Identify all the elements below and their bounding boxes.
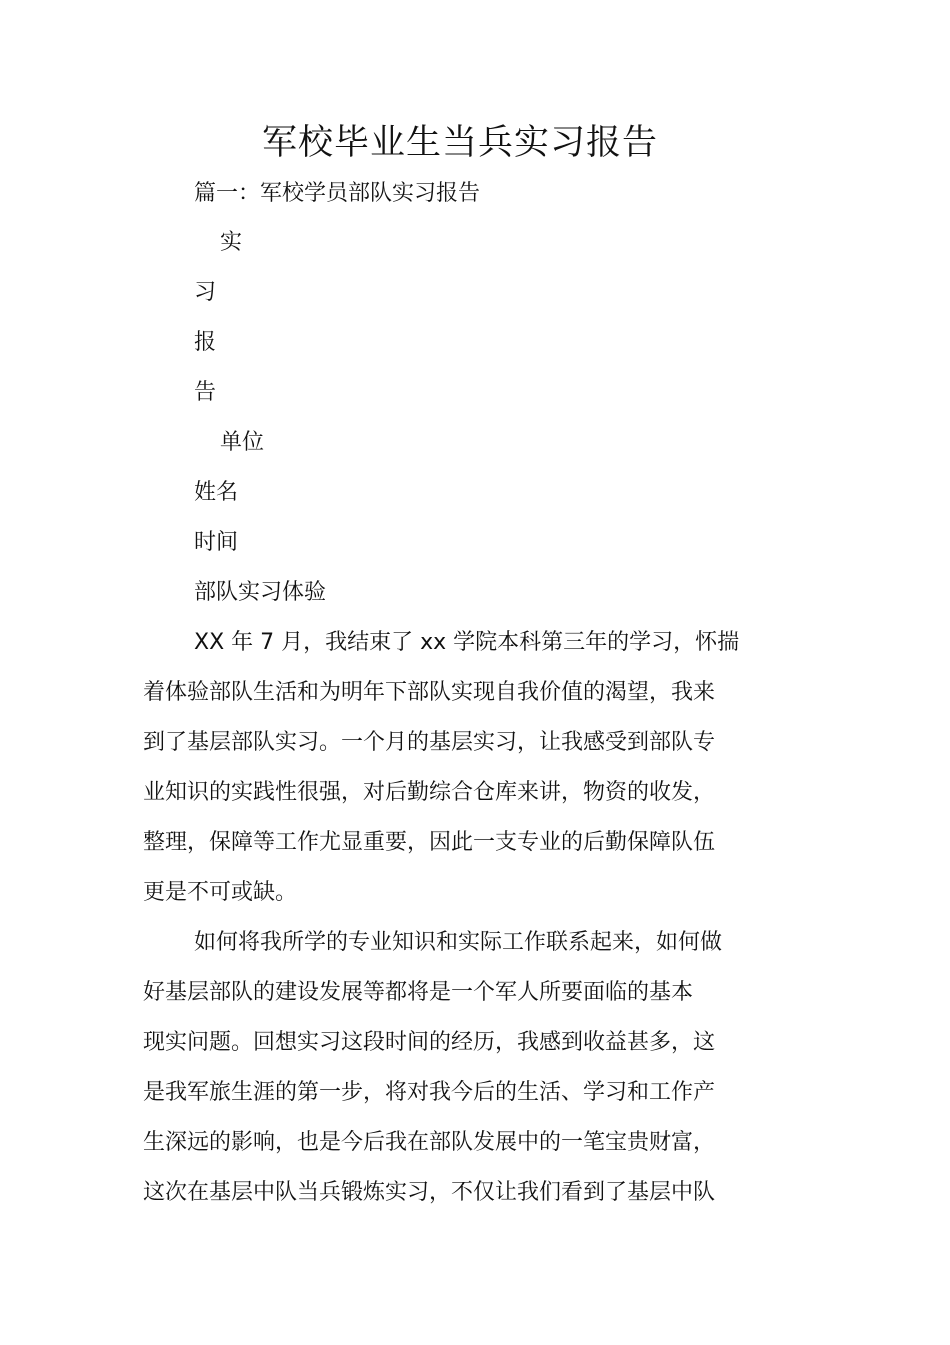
paragraph-1-line: XX 年 7 月，我结束了 xx 学院本科第三年的学习，怀揣 bbox=[194, 630, 740, 655]
field-unit-label: 单位 bbox=[220, 430, 265, 455]
cover-char-2: 习 bbox=[194, 280, 217, 305]
field-name-label: 姓名 bbox=[194, 480, 239, 505]
paragraph-1-line: 到了基层部队实习。一个月的基层实习，让我感受到部队专 bbox=[143, 730, 716, 755]
subheading: 部队实习体验 bbox=[194, 580, 327, 605]
paragraph-2-line: 现实问题。回想实习这段时间的经历，我感到收益甚多，这 bbox=[143, 1030, 716, 1055]
field-time-label: 时间 bbox=[194, 530, 239, 555]
paragraph-2-line: 这次在基层中队当兵锻炼实习，不仅让我们看到了基层中队 bbox=[143, 1180, 716, 1205]
paragraph-1-line: 更是不可或缺。 bbox=[143, 880, 298, 905]
document-title: 军校毕业生当兵实习报告 bbox=[261, 123, 658, 163]
cover-char-4: 告 bbox=[194, 380, 217, 405]
section-heading: 篇一：军校学员部队实习报告 bbox=[194, 181, 481, 206]
paragraph-2-line: 是我军旅生涯的第一步，将对我今后的生活、学习和工作产 bbox=[143, 1080, 716, 1105]
paragraph-1-line: 着体验部队生活和为明年下部队实现自我价值的渴望，我来 bbox=[143, 680, 716, 705]
paragraph-2-line: 生深远的影响，也是今后我在部队发展中的一笔宝贵财富， bbox=[143, 1130, 716, 1155]
paragraph-1-line: 整理，保障等工作尤显重要，因此一支专业的后勤保障队伍 bbox=[143, 830, 716, 855]
paragraph-2-line: 好基层部队的建设发展等都将是一个军人所要面临的基本 bbox=[143, 980, 694, 1005]
paragraph-1-line: 业知识的实践性很强，对后勤综合仓库来讲，物资的收发， bbox=[143, 780, 716, 805]
cover-char-1: 实 bbox=[220, 230, 243, 255]
cover-char-3: 报 bbox=[194, 330, 217, 355]
paragraph-2-line: 如何将我所学的专业知识和实际工作联系起来，如何做 bbox=[194, 930, 723, 955]
